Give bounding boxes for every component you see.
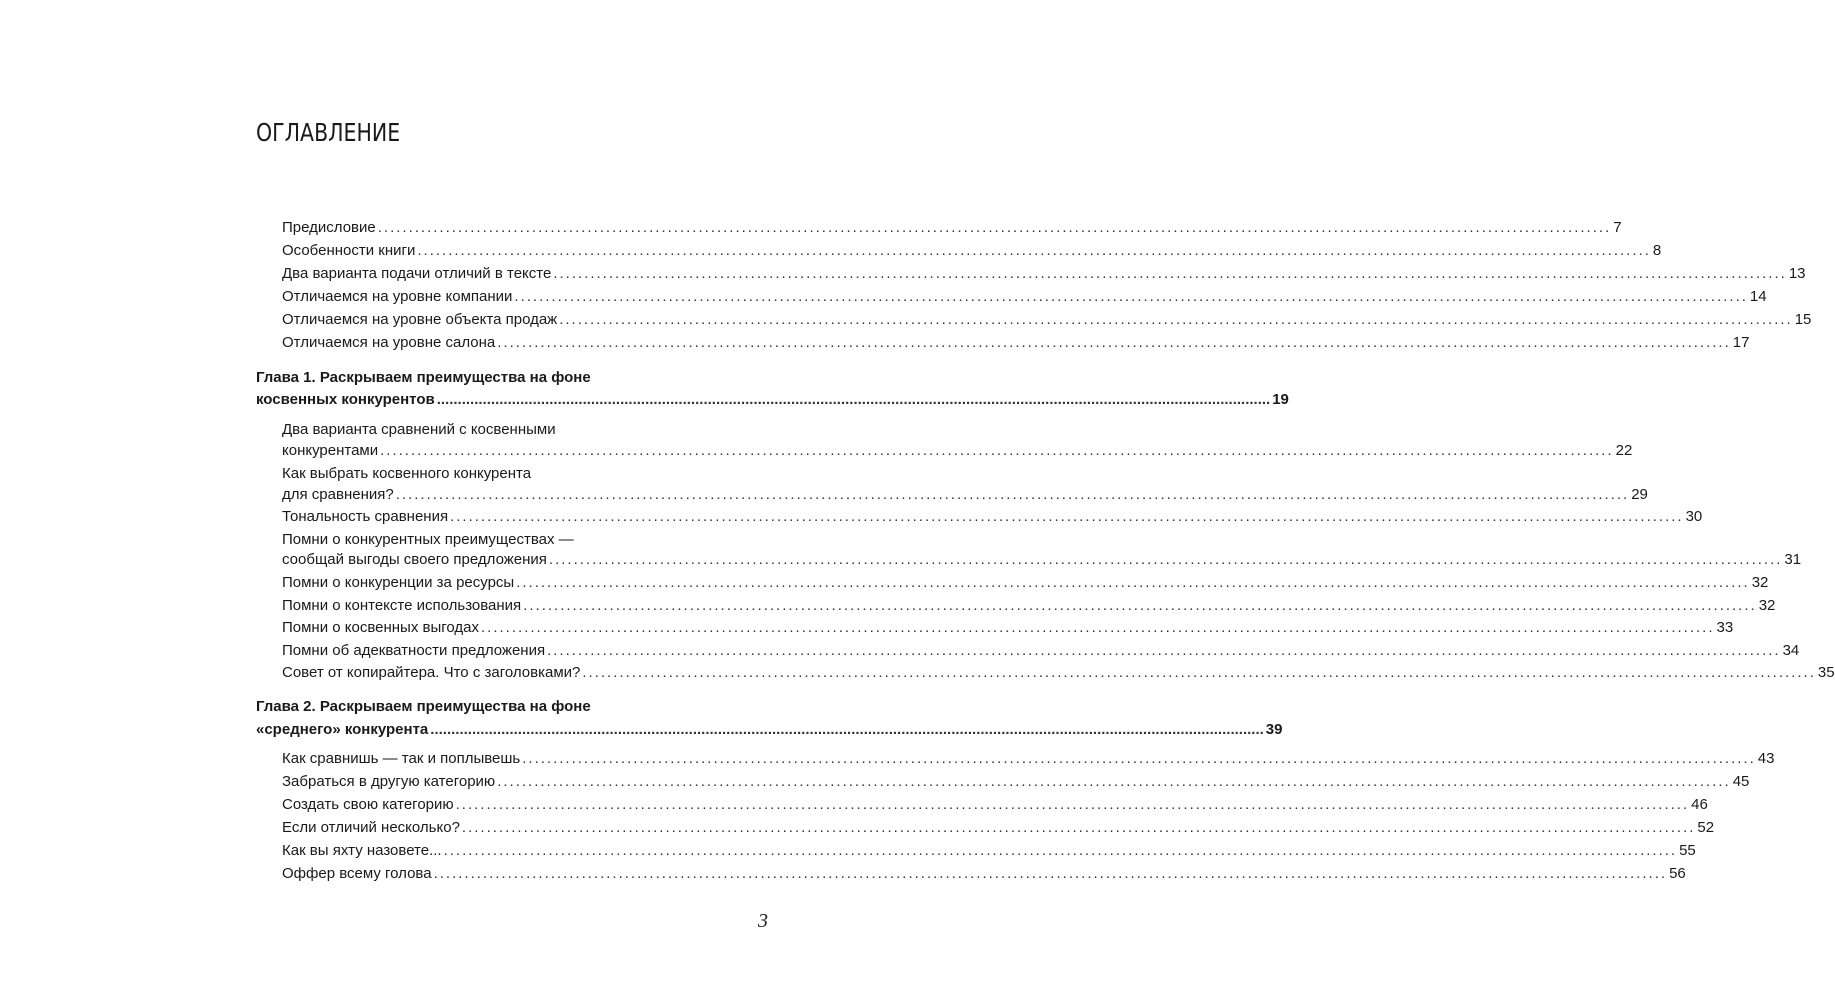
toc-entry-page: 14 xyxy=(1749,288,1767,305)
leader-dots: ........................................................................................................................................................................................................ xyxy=(436,391,1271,408)
toc-entry-title: для сравнения? xyxy=(282,486,394,503)
leader-dots: ........................................................................................................................................................................................................ xyxy=(450,508,1684,525)
toc-entry-page: 32 xyxy=(1751,574,1769,591)
toc-entry xyxy=(282,573,1769,593)
toc-entry-title: Отличаемся на уровне компании xyxy=(282,288,513,305)
leader-dots: ........................................................................................................................................................................................................ xyxy=(497,773,1731,790)
toc-entry xyxy=(282,841,1696,861)
toc-entry-title-line: Помни о конкурентных преимуществах — xyxy=(282,531,574,548)
toc-entry-title: Два варианта подачи отличий в тексте xyxy=(282,265,552,282)
chapter-heading-line: Глава 2. Раскрываем преимущества на фоне xyxy=(256,698,591,715)
toc-entry-page: 15 xyxy=(1794,311,1812,328)
leader-dots: ........................................................................................................................................................................................................ xyxy=(395,486,1630,503)
page-number: 3 xyxy=(758,910,768,932)
leader-dots: ........................................................................................................................................................................................................ xyxy=(481,619,1715,636)
toc-entry-title: Забраться в другую категорию xyxy=(282,773,496,790)
toc-entry-page: 8 xyxy=(1652,242,1662,259)
leader-dots: ........................................................................................................................................................................................................ xyxy=(559,311,1793,328)
toc-entry-page: 52 xyxy=(1697,819,1715,836)
leader-dots: ........................................................................................................................................................................................................ xyxy=(523,597,1757,614)
toc-entry xyxy=(282,864,1686,884)
leader-dots: ........................................................................................................................................................................................................ xyxy=(430,721,1264,738)
toc-entry xyxy=(282,618,1734,638)
toc-entry-title-line: Два варианта сравнений с косвенными xyxy=(282,421,556,438)
chapter-page: 19 xyxy=(1272,391,1289,408)
toc-entry-title: Создать свою категорию xyxy=(282,796,454,813)
leader-dots: ........................................................................................................................................................................................................ xyxy=(417,242,1651,259)
toc-entry xyxy=(282,641,1800,661)
toc-entry-title: Отличаемся на уровне объекта продаж xyxy=(282,311,558,328)
leader-dots: ........................................................................................................................................................................................................ xyxy=(514,288,1748,305)
toc-entry-title: Как сравнишь — так и поплывешь xyxy=(282,750,521,767)
toc-entry-page: 45 xyxy=(1732,773,1750,790)
toc-entry-page: 46 xyxy=(1691,796,1708,813)
toc-entry-title: Помни о конкуренции за ресурсы xyxy=(282,574,515,591)
chapter-title: косвенных конкурентов xyxy=(256,391,435,408)
toc-entry-title: Если отличий несколько? xyxy=(282,819,460,836)
leader-dots: ........................................................................................................................................................................................................ xyxy=(547,642,1781,659)
toc-entry-page: 13 xyxy=(1788,265,1806,282)
chapter-heading xyxy=(256,390,1289,410)
toc-entry-title: Помни о контексте использования xyxy=(282,597,522,614)
toc-entry-title: Совет от копирайтера. Что с заголовками? xyxy=(282,664,581,681)
toc-entry-title: конкурентами xyxy=(282,442,379,459)
toc-entry-page: 34 xyxy=(1782,642,1800,659)
toc-entry xyxy=(282,333,1750,353)
leader-dots: ........................................................................................................................................................................................................ xyxy=(380,442,1614,459)
toc-entry-page: 32 xyxy=(1758,597,1776,614)
toc-entry-page: 31 xyxy=(1784,551,1802,568)
toc-entry xyxy=(282,818,1715,838)
toc-entry xyxy=(282,550,1802,570)
leader-dots: ........................................................................................................................................................................................................ xyxy=(516,574,1750,591)
toc-entry xyxy=(282,310,1812,330)
toc-entry-title-line: Как выбрать косвенного конкурента xyxy=(282,465,532,482)
chapter-page: 39 xyxy=(1265,721,1283,738)
toc-entry-page: 55 xyxy=(1679,842,1696,859)
leader-dots: ........................................................................................................................................................................................................ xyxy=(582,664,1816,681)
toc-entry-title: Особенности книги xyxy=(282,242,416,259)
leader-dots: ........................................................................................................................................................................................................ xyxy=(548,551,1783,568)
toc-entry xyxy=(282,507,1703,527)
toc-entry xyxy=(282,441,1633,461)
toc-entry-page: 56 xyxy=(1669,865,1686,882)
toc-entry-title: сообщай выгоды своего предложения xyxy=(282,551,547,568)
toc-entry-title: Оффер всему голова xyxy=(282,865,432,882)
toc-entry xyxy=(282,218,1622,238)
leader-dots: ........................................................................................................................................................................................................ xyxy=(443,842,1678,859)
leader-dots: ........................................................................................................................................................................................................ xyxy=(461,819,1696,836)
toc-entry-page: 29 xyxy=(1631,486,1648,503)
toc-entry-title: Предисловие xyxy=(282,219,376,236)
toc-entry-title: Помни об адекватности предложения xyxy=(282,642,546,659)
toc-entry xyxy=(282,287,1767,307)
leader-dots: ........................................................................................................................................................................................................ xyxy=(433,865,1668,882)
leader-dots: ........................................................................................................................................................................................................ xyxy=(497,334,1731,351)
toc-entry-page: 22 xyxy=(1615,442,1633,459)
toc-entry xyxy=(282,663,1835,683)
toc-entry-page: 33 xyxy=(1716,619,1734,636)
leader-dots: ........................................................................................................................................................................................................ xyxy=(553,265,1787,282)
toc-entry-page: 43 xyxy=(1757,750,1775,767)
chapter-heading xyxy=(256,720,1283,740)
toc-entry-page: 7 xyxy=(1613,219,1622,236)
toc-entry xyxy=(282,241,1662,261)
leader-dots: ........................................................................................................................................................................................................ xyxy=(377,219,1612,236)
chapter-heading-line: Глава 1. Раскрываем преимущества на фоне xyxy=(256,369,591,386)
toc-entry xyxy=(282,772,1750,792)
toc-entry-page: 30 xyxy=(1685,508,1703,525)
leader-dots: ........................................................................................................................................................................................................ xyxy=(522,750,1756,767)
toc-entry-page: 35 xyxy=(1817,664,1835,681)
toc-entry-title: Как вы яхту назовете... xyxy=(282,842,442,859)
leader-dots: ........................................................................................................................................................................................................ xyxy=(455,796,1690,813)
toc-entry-title: Тональность сравнения xyxy=(282,508,449,525)
toc-entry xyxy=(282,596,1776,616)
toc-entry-page: 17 xyxy=(1732,334,1750,351)
chapter-title: «среднего» конкурента xyxy=(256,721,429,738)
toc-entry-title: Помни о косвенных выгодах xyxy=(282,619,480,636)
toc-entry xyxy=(282,485,1648,505)
toc-entry xyxy=(282,264,1806,284)
toc-entry xyxy=(282,749,1775,769)
toc-entry xyxy=(282,795,1708,815)
page-title: ОГЛАВЛЕНИЕ xyxy=(256,118,401,147)
toc-entry-title: Отличаемся на уровне салона xyxy=(282,334,496,351)
